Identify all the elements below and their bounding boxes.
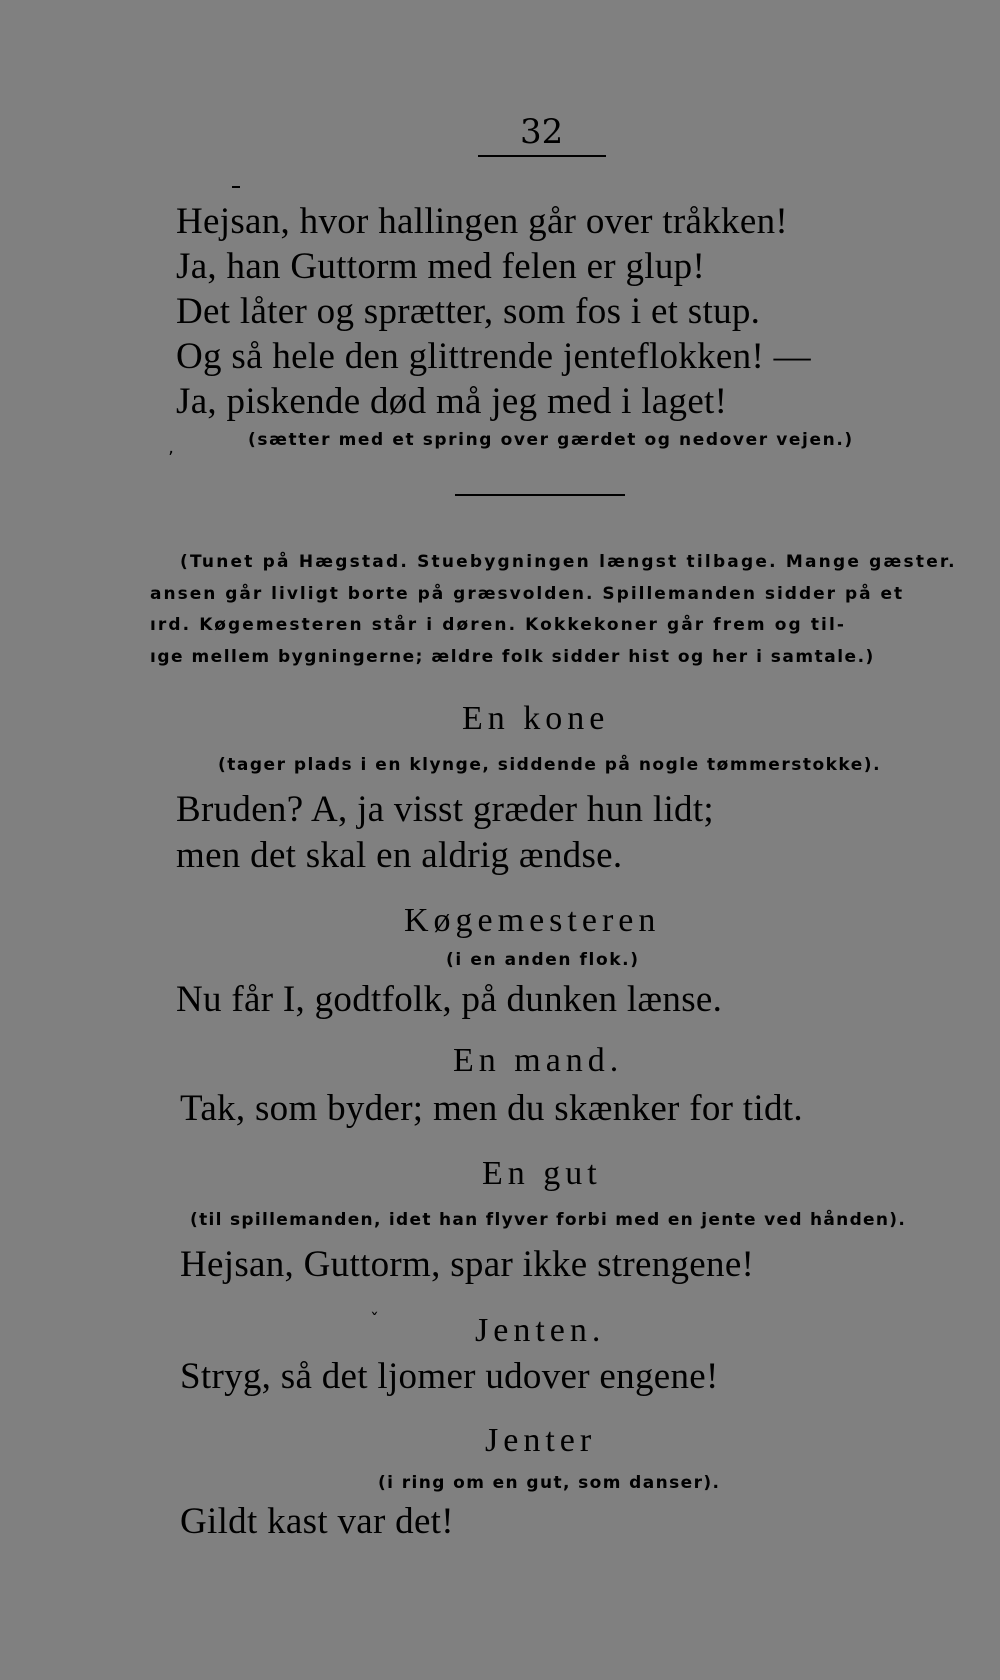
- scene-description-line: ıge mellem bygningerne; ældre folk sidder hist og her i samtale.): [150, 647, 875, 667]
- speaker-name: En kone: [462, 700, 610, 737]
- speaker-name: Køgemesteren: [404, 902, 661, 939]
- scene-description-line: (Tunet på Hægstad. Stuebygningen længst tilbage. Mange gæster.: [180, 552, 957, 572]
- speaker-name: Jenter: [485, 1422, 597, 1459]
- verse-line: Hejsan, Guttorm, spar ikke strengene!: [180, 1244, 755, 1285]
- verse-line: Ja, piskende død må jeg med i laget!: [176, 381, 728, 422]
- stage-direction: (i en anden flok.): [446, 950, 640, 970]
- speaker-name: Jenten.: [475, 1312, 606, 1349]
- speaker-name: En gut: [482, 1155, 602, 1192]
- verse-line: Nu får I, godtfolk, på dunken lænse.: [176, 979, 723, 1020]
- verse-line: Det låter og sprætter, som fos i et stup.: [176, 291, 761, 332]
- verse-line: Ja, han Guttorm med felen er glup!: [176, 246, 706, 287]
- verse-line: Og så hele den glittrende jenteflokken! —: [176, 336, 811, 377]
- verse-line: Tak, som byder; men du skænker for tidt.: [180, 1088, 803, 1129]
- scene-description-line: ırd. Køgemesteren står i døren. Kokkekoner går frem og til-: [150, 615, 847, 635]
- verse-line: men det skal en aldrig ændse.: [176, 835, 623, 876]
- scene-description-line: ansen går livligt borte på græsvolden. Spillemanden sidder på et: [150, 584, 905, 604]
- verse-line: Stryg, så det ljomer udover engene!: [180, 1356, 719, 1397]
- stage-direction: (til spillemanden, idet han flyver forbi med en jente ved hånden).: [190, 1210, 907, 1230]
- stage-direction: (sætter med et spring over gærdet og nedover vejen.): [248, 430, 854, 450]
- stage-direction: (i ring om en gut, som danser).: [378, 1473, 721, 1493]
- stray-mark: ˇ: [370, 1310, 379, 1331]
- speaker-name: En mand.: [453, 1042, 624, 1079]
- dash-mark: [232, 186, 240, 188]
- stray-mark: ʼ: [168, 448, 174, 469]
- page-number-rule: [478, 155, 606, 157]
- verse-line: Gildt kast var det!: [180, 1501, 454, 1542]
- scene-break-rule: [455, 494, 625, 496]
- verse-line: Hejsan, hvor hallingen går over tråkken!: [176, 201, 789, 242]
- stage-direction: (tager plads i en klynge, siddende på nogle tømmerstokke).: [218, 755, 882, 775]
- page-number: 32: [520, 112, 564, 152]
- verse-line: Bruden? A, ja visst græder hun lidt;: [176, 789, 714, 830]
